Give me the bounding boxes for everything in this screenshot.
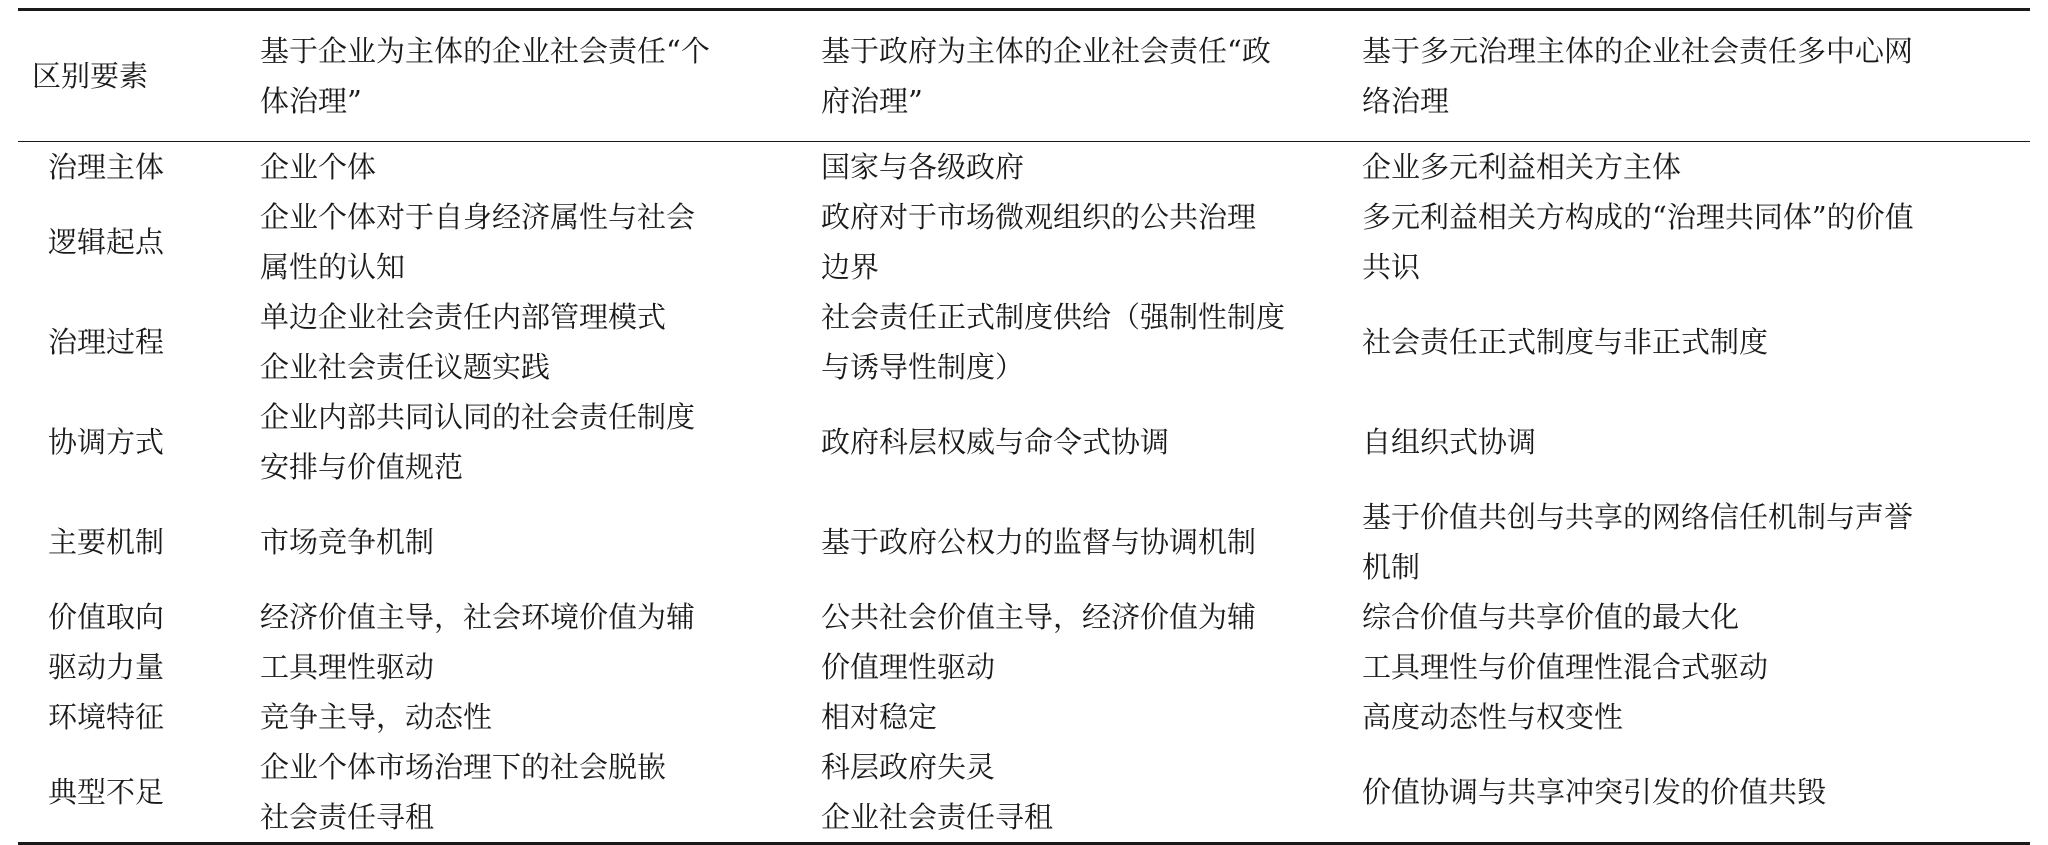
table-cell: 企业内部共同认同的社会责任制度 安排与价值规范: [260, 400, 696, 484]
table-cell: 政府对于市场微观组织的公共治理 边界: [821, 200, 1257, 284]
table-cell: 市场竞争机制: [260, 525, 435, 559]
header-cell: 基于多元治理主体的企业社会责任多中心网 络治理: [1362, 34, 1914, 118]
table-cell: 基于价值共创与共享的网络信任机制与声誉 机制: [1362, 500, 1914, 584]
row-label: 协调方式: [48, 425, 165, 459]
header-cell: 基于企业为主体的企业社会责任“个 体治理”: [260, 34, 710, 118]
row-label: 逻辑起点: [48, 225, 165, 259]
table-cell: 自组织式协调: [1362, 425, 1537, 459]
table-cell: 企业个体市场治理下的社会脱嵌 社会责任寻租: [260, 750, 667, 834]
table-cell: 高度动态性与权变性: [1362, 700, 1624, 734]
table-cell: 价值协调与共享冲突引发的价值共毁: [1362, 775, 1827, 809]
table-cell: 公共社会价值主导，经济价值为辅: [821, 600, 1257, 634]
table-row: [18, 492, 2030, 592]
table-row: [18, 642, 2030, 692]
table-cell: 社会责任正式制度与非正式制度: [1362, 325, 1769, 359]
governance-comparison-table: [18, 8, 2030, 845]
row-label: 价值取向: [48, 600, 165, 634]
table-cell: 政府科层权威与命令式协调: [821, 425, 1170, 459]
row-label: 治理主体: [48, 150, 165, 184]
table-cell: 企业个体: [260, 150, 377, 184]
table-cell: 基于政府公权力的监督与协调机制: [821, 525, 1257, 559]
table-cell: 综合价值与共享价值的最大化: [1362, 600, 1740, 634]
table-cell: 多元利益相关方构成的“治理共同体”的价值 共识: [1362, 200, 1914, 284]
row-label: 驱动力量: [48, 650, 165, 684]
table-cell: 工具理性与价值理性混合式驱动: [1362, 650, 1769, 684]
table-row: [18, 592, 2030, 642]
table-row: [18, 742, 2030, 844]
table-row: [18, 142, 2030, 193]
table-row: [18, 392, 2030, 492]
table-cell: 企业多元利益相关方主体: [1362, 150, 1682, 184]
row-label: 环境特征: [48, 700, 165, 734]
table-cell: 价值理性驱动: [821, 650, 996, 684]
table-header-row: [18, 10, 2030, 142]
row-label: 治理过程: [48, 325, 165, 359]
table-cell: 企业个体对于自身经济属性与社会 属性的认知: [260, 200, 696, 284]
table-cell: 科层政府失灵 企业社会责任寻租: [821, 750, 1054, 834]
table-cell: 国家与各级政府: [821, 150, 1025, 184]
table-row: [18, 192, 2030, 292]
table-cell: 竞争主导，动态性: [260, 700, 493, 734]
table-row: [18, 692, 2030, 742]
row-label: 典型不足: [48, 775, 165, 809]
table-cell: 工具理性驱动: [260, 650, 435, 684]
table-cell: 社会责任正式制度供给（强制性制度 与诱导性制度）: [821, 300, 1286, 384]
table-cell: 经济价值主导，社会环境价值为辅: [260, 600, 696, 634]
table-cell: 相对稳定: [821, 700, 938, 734]
table-row: [18, 292, 2030, 392]
header-cell: 区别要素: [32, 59, 149, 93]
row-label: 主要机制: [48, 525, 165, 559]
table-cell: 单边企业社会责任内部管理模式 企业社会责任议题实践: [260, 300, 667, 384]
header-cell: 基于政府为主体的企业社会责任“政 府治理”: [821, 34, 1271, 118]
